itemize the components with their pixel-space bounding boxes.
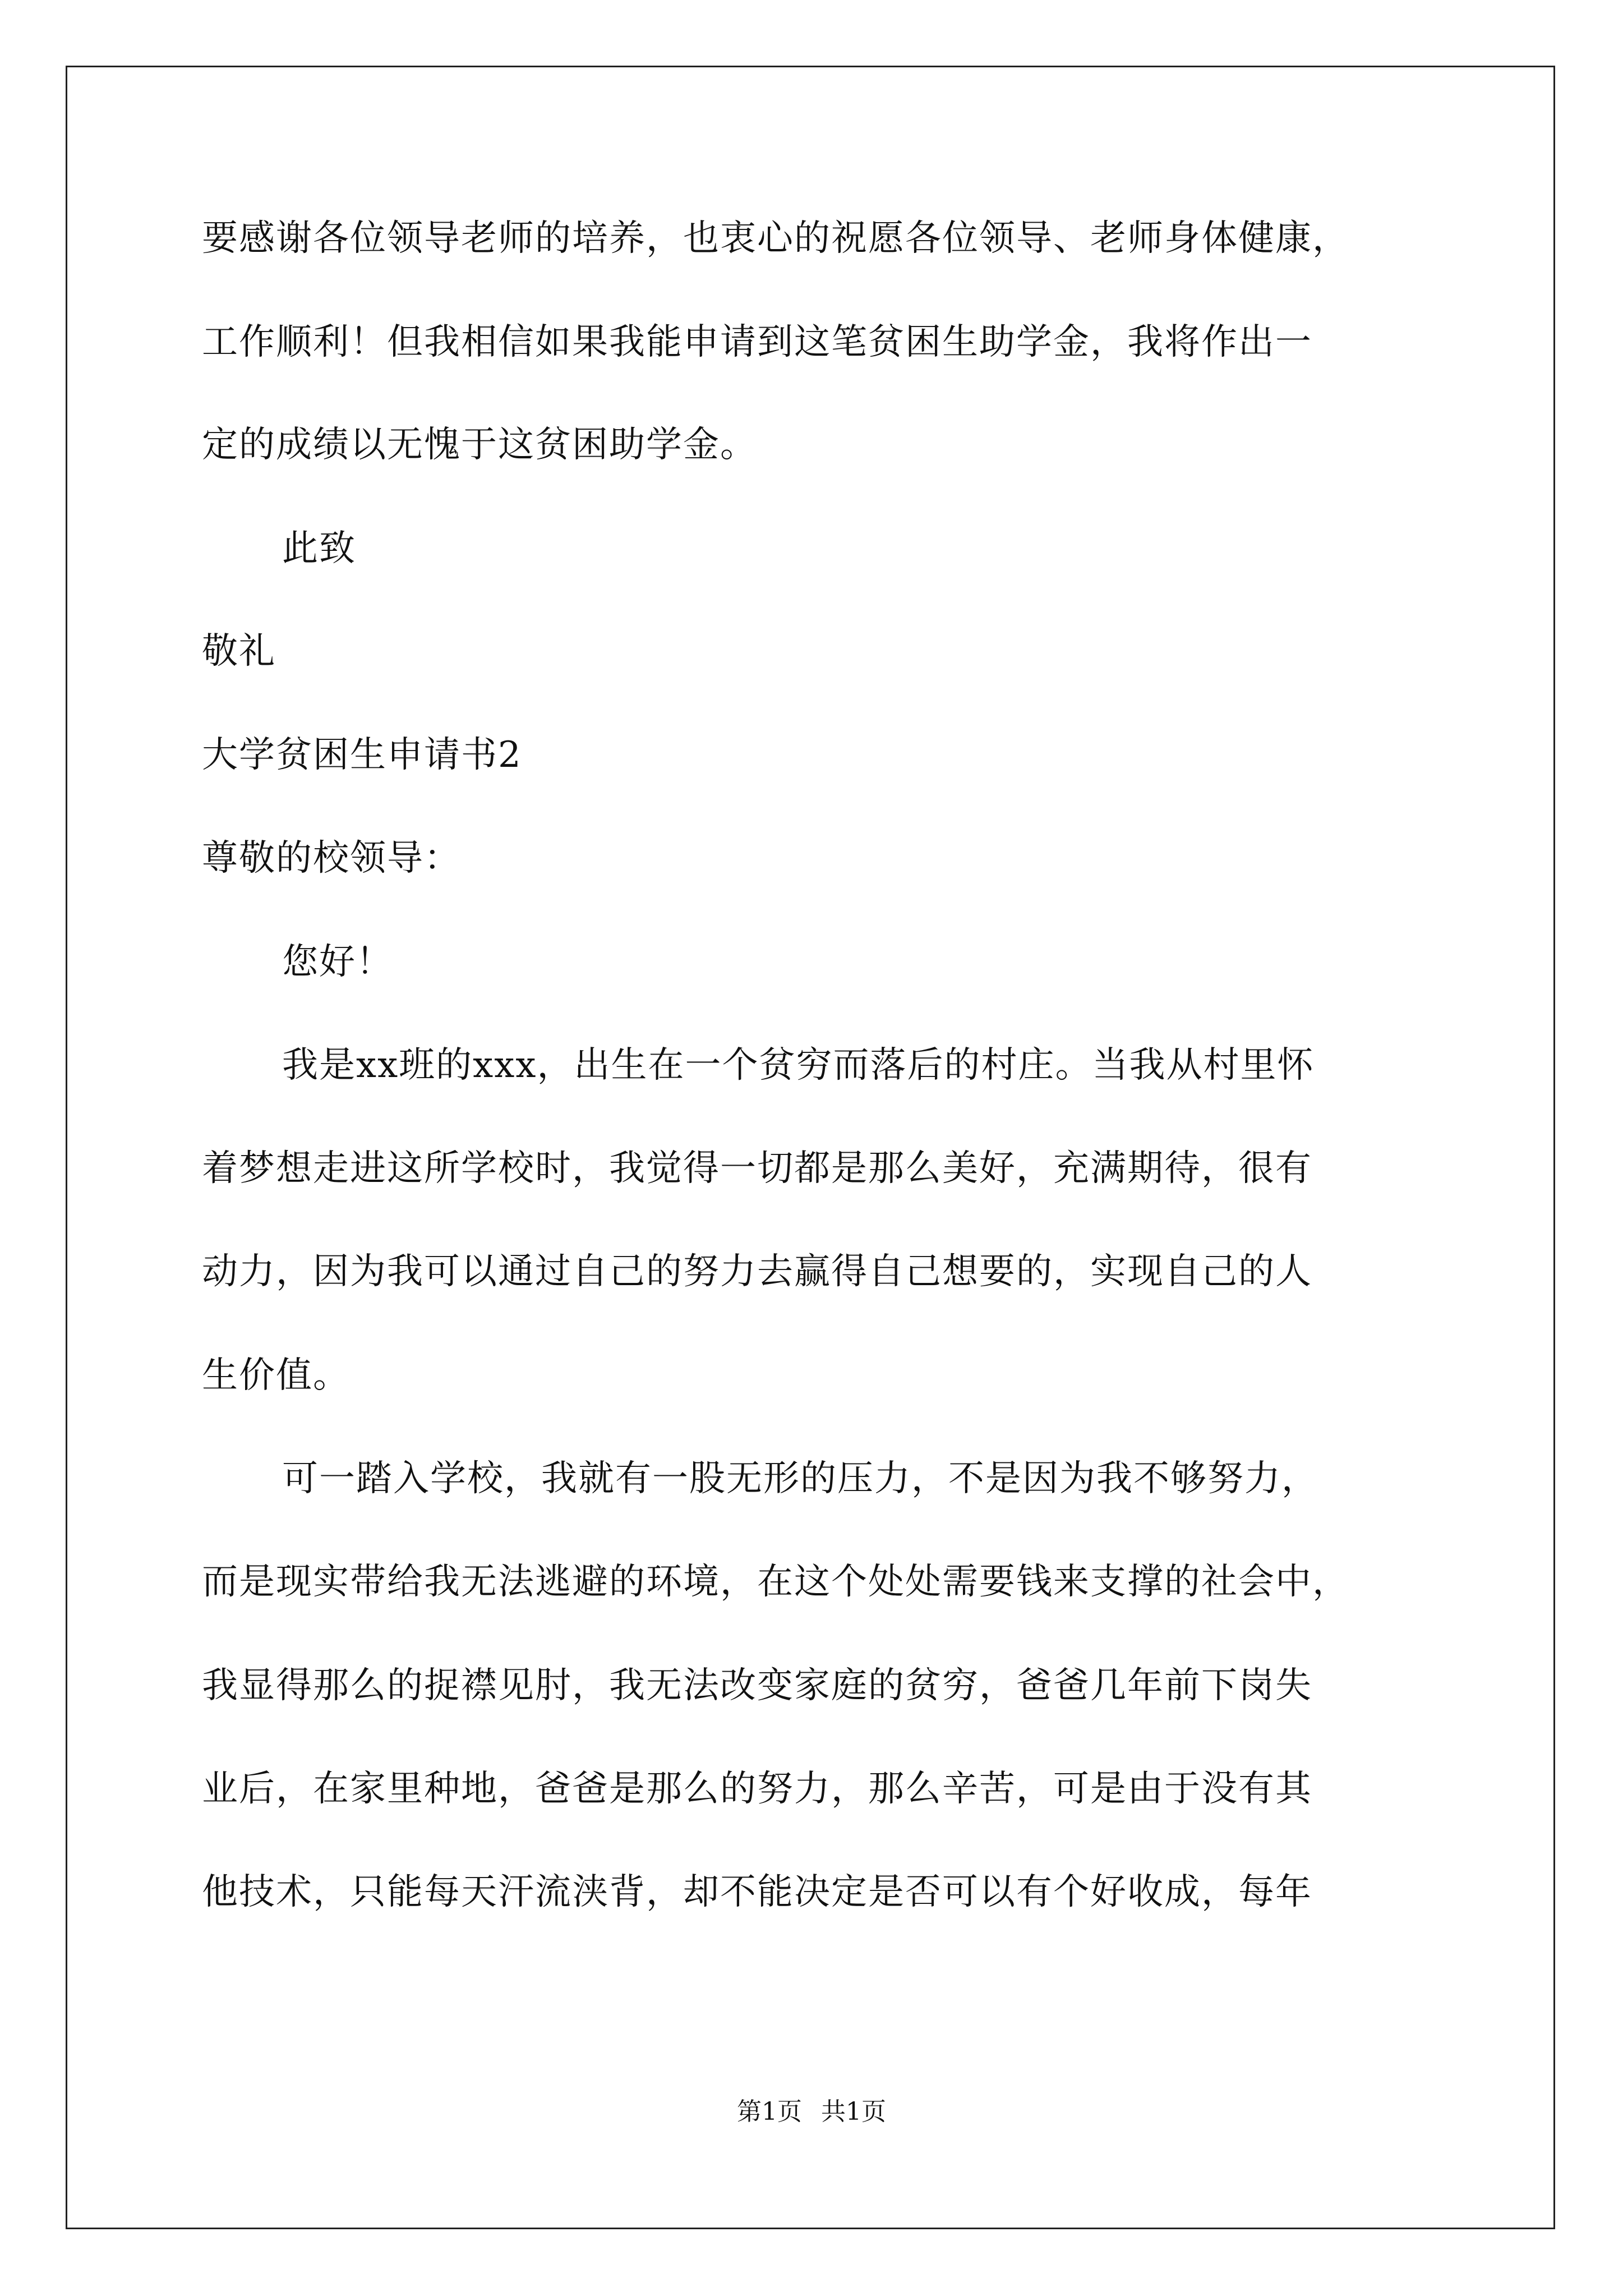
page-number: 第1页 — [737, 2097, 802, 2126]
closing-regards: 敬礼 — [202, 631, 276, 672]
paragraph-line: 我是xx班的xxx，出生在一个贫穷而落后的村庄。当我从村里怀 — [282, 1045, 1315, 1086]
paragraph-line: 生价值。 — [202, 1355, 350, 1396]
greeting-recipient: 尊敬的校领导： — [202, 838, 461, 879]
paragraph-line: 动力，因为我可以通过自己的努力去赢得自己想要的，实现自己的人 — [202, 1251, 1312, 1292]
paragraph-line: 他技术，只能每天汗流浃背，却不能决定是否可以有个好收成，每年 — [202, 1871, 1312, 1913]
page-total: 共1页 — [821, 2097, 886, 2126]
paragraph-line: 着梦想走进这所学校时，我觉得一切都是那么美好，充满期待，很有 — [202, 1148, 1312, 1189]
paragraph-line: 业后，在家里种地，爸爸是那么的努力，那么辛苦，可是由于没有其 — [202, 1768, 1312, 1810]
paragraph-line: 可一踏入学校，我就有一股无形的压力，不是因为我不够努力， — [282, 1458, 1318, 1499]
paragraph-line: 而是现实带给我无法逃避的环境，在这个处处需要钱来支撑的社会中， — [202, 1561, 1349, 1603]
page-footer — [0, 2096, 1623, 2128]
greeting: 您好！ — [282, 941, 393, 983]
closing-salutation: 此致 — [282, 528, 356, 569]
paragraph-line: 我显得那么的捉襟见肘，我无法改变家庭的贫穷，爸爸几年前下岗失 — [202, 1665, 1312, 1706]
paragraph-line: 定的成绩以无愧于这贫困助学金。 — [202, 424, 757, 466]
paragraph-line: 要感谢各位领导老师的培养，也衷心的祝愿各位领导、老师身体健康， — [202, 218, 1349, 259]
paragraph-line: 工作顺利！但我相信如果我能申请到这笔贫困生助学金，我将作出一 — [202, 321, 1312, 363]
document-title: 大学贫困生申请书2 — [202, 734, 522, 776]
